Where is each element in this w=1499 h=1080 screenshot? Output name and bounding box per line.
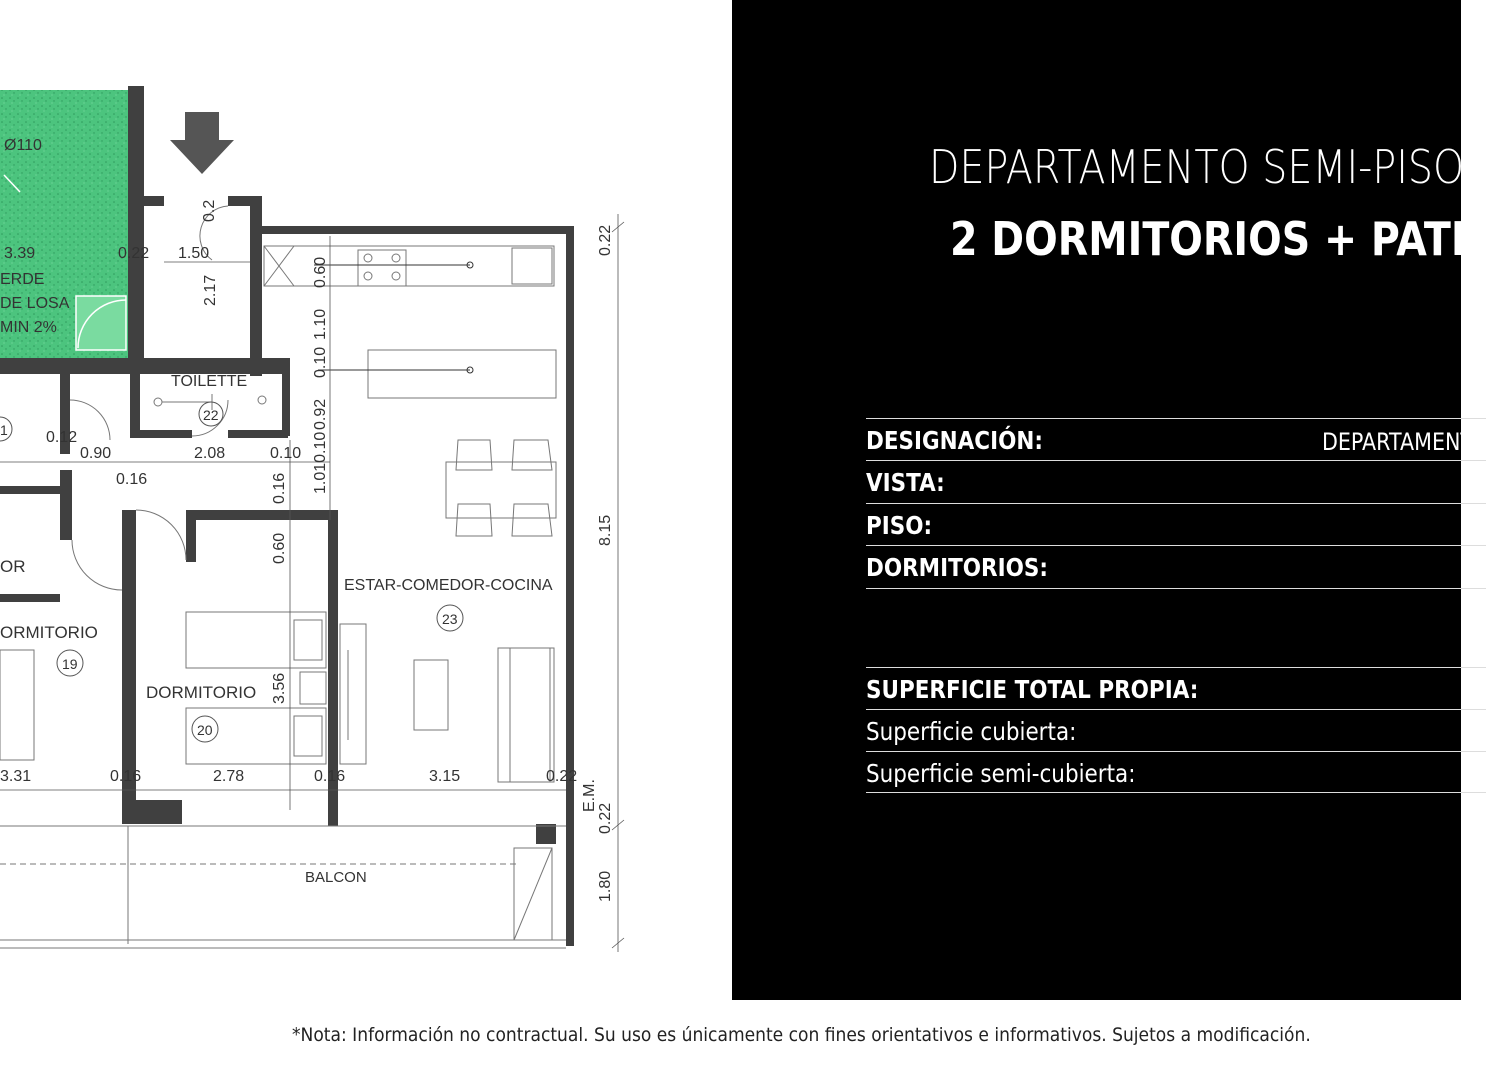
surface-label: Superficie cubierta: [866,717,1077,746]
surface-row-cubierta [866,709,1486,752]
room-number-dorm-right: 20 [197,722,213,738]
info-row-piso [866,503,1486,546]
dim-1-80: 1.80 [597,870,614,902]
patio-label-2: ERDE [0,271,45,288]
dim-0-90: 0.90 [80,445,112,462]
room-toilette: TOILETTE [171,373,248,390]
dim-0-22-bot: 0.22 [597,802,614,834]
surface-label: SUPERFICIE TOTAL PROPIA: [866,675,1199,704]
surface-row-semicubierta [866,751,1486,794]
dim-1-50: 1.50 [178,245,210,262]
dining-set [446,440,556,536]
dim-0-16-b: 0.16 [110,768,142,785]
dim-0-22-top: 0.22 [597,224,614,256]
room-number-hall: 1 [0,422,8,438]
dim-0-60-b: 0.60 [271,532,288,564]
entry-arrow-icon [170,112,234,174]
dim-0-12: 0.12 [46,429,78,446]
info-label: DESIGNACIÓN: [866,426,1043,455]
dim-0-10-a: 0.10 [312,346,329,378]
title-line-1: DEPARTAMENTO SEMI-PISO [929,140,1465,194]
patio-label-1: 3.39 [4,245,36,262]
dim-8-15: 8.15 [597,514,614,546]
patio-label-3: DE LOSA [0,295,70,312]
surface-row-total [866,667,1486,710]
balcony [0,826,566,948]
info-row-dormitorios [866,545,1486,588]
dim-0-10-b: 0.10 [270,445,302,462]
dim-2-08: 2.08 [194,445,226,462]
dim-0-16-a: 0.16 [116,471,148,488]
surface-label: Superficie semi-cubierta: [866,759,1136,788]
living-furniture [414,648,554,782]
info-label: PISO: [866,511,933,540]
dim-1-01: 1.010.10 [312,431,329,494]
info-panel [732,0,1499,1000]
info-label: VISTA: [866,468,945,497]
info-row-designacion [866,418,1490,461]
patio-label-4: MIN 2% [0,319,57,336]
dim-0-92: 0.92 [312,398,329,430]
dim-3-31: 3.31 [0,768,32,785]
patio-label-0: Ø110 [4,137,42,154]
dim-0-22-b: 0.22 [546,768,578,785]
room-balcon: BALCON [305,869,367,886]
dim-e-m: E.M. [581,779,598,812]
dim-0-16-c: 0.16 [314,768,346,785]
dim-2-17: 2.17 [202,274,219,306]
dim-0-22-a: 0.22 [118,245,150,262]
info-row-vista [866,460,1486,503]
room-pasillo: OR [0,557,26,576]
dim-0-16-v: 0.16 [271,472,288,504]
disclaimer-note: *Nota: Información no contractual. Su uso es únicamente con fines orientativos e informativos. Sujetos a modificación. [292,1024,1311,1046]
room-number-estar: 23 [442,611,458,627]
dim-3-56: 3.56 [271,672,288,704]
dim-2-78: 2.78 [213,768,245,785]
divider [866,792,1486,793]
dim-3-15: 3.15 [429,768,461,785]
floor-plan [0,0,732,1000]
patio-drain [76,296,126,350]
dim-0-2: 0.2 [201,199,218,222]
info-label: DORMITORIOS: [866,553,1048,582]
divider [866,588,1486,589]
title-line-2: 2 DORMITORIOS + PATIO [950,212,1499,266]
room-dormitorio-left: ORMITORIO [0,623,98,642]
room-estar-comedor-cocina: ESTAR-COMEDOR-COCINA [344,577,553,594]
room-number-toilette: 22 [203,407,219,423]
room-number-dorm-left: 19 [62,656,78,672]
info-value: DEPARTAMENTO [1322,428,1490,456]
dim-1-10: 1.10 [312,308,329,340]
kitchen [264,246,556,398]
dim-0-60-a: 0.60 [312,256,329,288]
room-dormitorio-right: DORMITORIO [146,683,257,702]
